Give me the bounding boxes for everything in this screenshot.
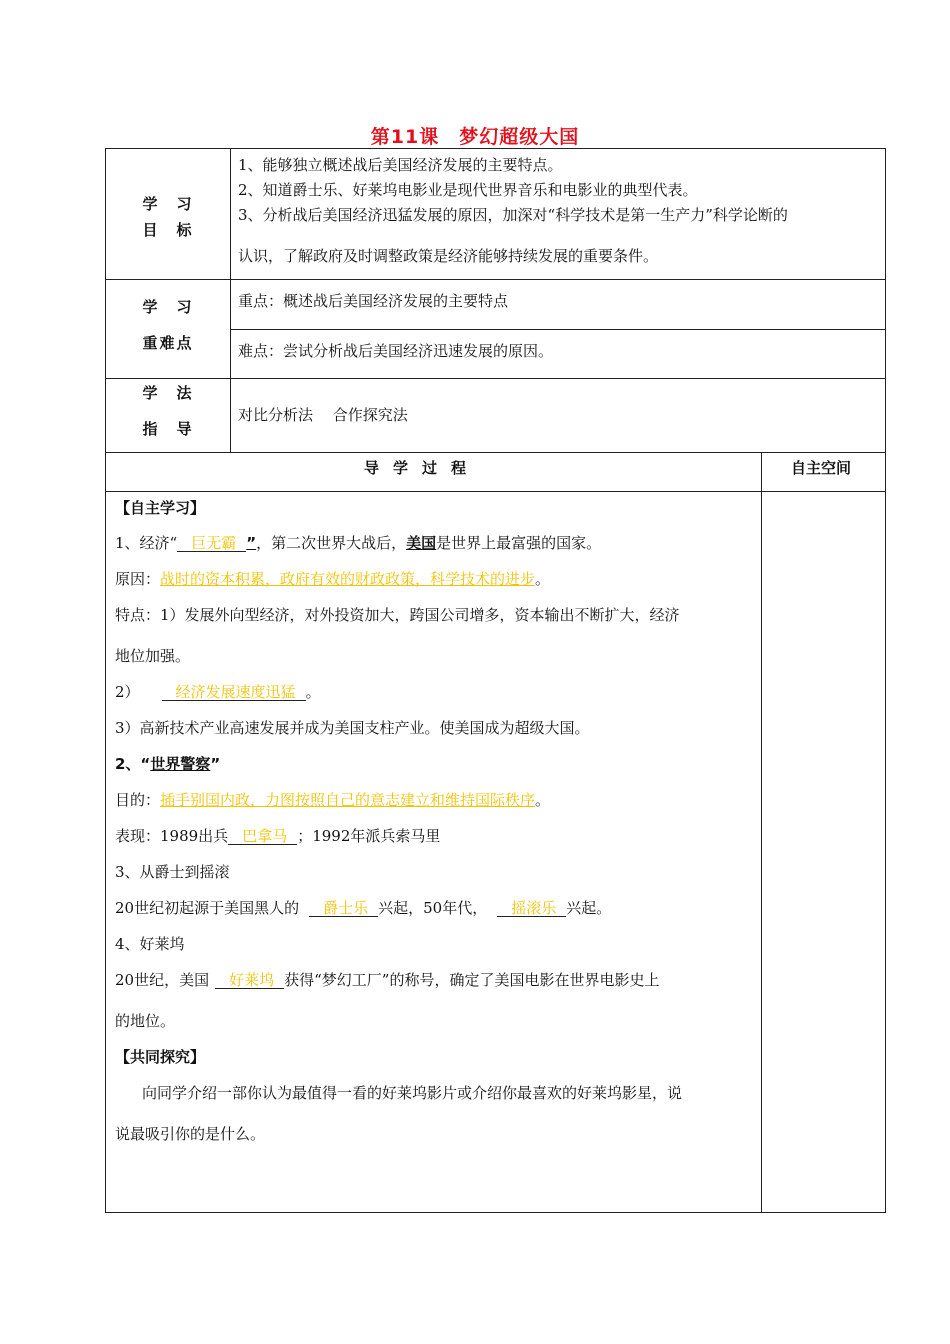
self-study-title: 【自主学习】 (115, 499, 206, 517)
question-4-line: 20世纪，美国 好莱坞 获得“梦幻工厂”的称号，确定了美国电影在世界电影史上 (115, 971, 660, 989)
reason-line: 原因：战时的资本积累，政府有效的财政政策，科学技术的进步。 (115, 570, 551, 588)
row-divider (106, 378, 885, 379)
goals-label-line2: 目 标 (142, 221, 194, 239)
answer-blank: 摇滚乐 (497, 900, 566, 917)
question-3-line: 20世纪初起源于美国黑人的 爵士乐 兴起，50年代， 摇滚乐 兴起。 (115, 899, 612, 917)
row-divider (106, 491, 885, 492)
answer-text: 战时的资本积累，政府有效的财政政策，科学技术的进步 (160, 570, 536, 588)
row-divider (106, 452, 885, 453)
column-divider (230, 149, 231, 452)
goal-item: 3、分析战后美国经济迅猛发展的原因，加深对“科学技术是第一生产力”科学论断的 (238, 206, 788, 224)
explore-line: 说最吸引你的是什么。 (115, 1125, 266, 1143)
feature-2-line: 2） 经济发展速度迅猛 。 (115, 683, 321, 701)
question-4-line: 的地位。 (115, 1012, 176, 1030)
question-1: 1、经济“ 巨无霸 ”，第二次世界大战后，美国是世界上最富强的国家。 (115, 534, 602, 552)
question-2: 2、“世界警察” (115, 755, 221, 773)
question-3-title: 3、从爵士到摇滚 (115, 863, 230, 881)
answer-blank: 经济发展速度迅猛 (162, 684, 306, 701)
section-highlight: 世界警察 (150, 755, 211, 773)
question-4-title: 4、好莱坞 (115, 935, 185, 953)
goal-item: 认识，了解政府及时调整政策是经济能够持续发展的重要条件。 (238, 247, 659, 265)
row-divider (106, 279, 885, 280)
method-text: 对比分析法 合作探究法 (238, 406, 408, 424)
process-header: 导学过程 (364, 459, 481, 477)
feature-3-line: 3）高新技术产业高速发展并成为美国支柱产业。使美国成为超级大国。 (115, 719, 590, 737)
answer-blank: 巨无霸 (177, 535, 246, 552)
goal-item: 1、能够独立概述战后美国经济发展的主要特点。 (238, 156, 563, 174)
keypoints-label-line2: 重难点 (142, 334, 194, 352)
goals-label-line1: 学 习 (142, 195, 194, 213)
lesson-table (105, 148, 886, 1213)
row-divider (230, 329, 885, 330)
method-label-line1: 学 法 (142, 384, 194, 402)
features-line: 地位加强。 (115, 647, 191, 665)
explore-title: 【共同探究】 (115, 1048, 206, 1066)
difficulty-point: 难点：尝试分析战后美国经济迅速发展的原因。 (238, 342, 554, 360)
key-point: 重点：概述战后美国经济发展的主要特点 (238, 292, 509, 310)
explore-line: 向同学介绍一部你认为最值得一看的好莱坞影片或介绍你最喜欢的好莱坞影星，说 (142, 1084, 683, 1102)
country-highlight: 美国 (406, 534, 437, 552)
answer-blank: 好莱坞 (215, 972, 284, 989)
goal-item: 2、知道爵士乐、好莱坞电影业是现代世界音乐和电影业的典型代表。 (238, 181, 698, 199)
page-title: 第11课 梦幻超级大国 (370, 126, 580, 148)
keypoints-label-line1: 学 习 (142, 298, 194, 316)
side-header: 自主空间 (791, 459, 852, 477)
column-divider (761, 452, 762, 1212)
features-line: 特点：1）发展外向型经济，对外投资加大，跨国公司增多，资本输出不断扩大，经济 (115, 606, 680, 624)
performance-line: 表现：1989出兵 巴拿马 ；1992年派兵索马里 (115, 827, 441, 845)
method-label-line2: 指 导 (142, 420, 194, 438)
answer-blank: 巴拿马 (228, 828, 297, 845)
purpose-line: 目的：插手别国内政，力图按照自己的意志建立和维持国际秩序。 (115, 791, 551, 809)
answer-blank: 爵士乐 (309, 900, 378, 917)
answer-text: 插手别国内政，力图按照自己的意志建立和维持国际秩序 (160, 791, 536, 809)
